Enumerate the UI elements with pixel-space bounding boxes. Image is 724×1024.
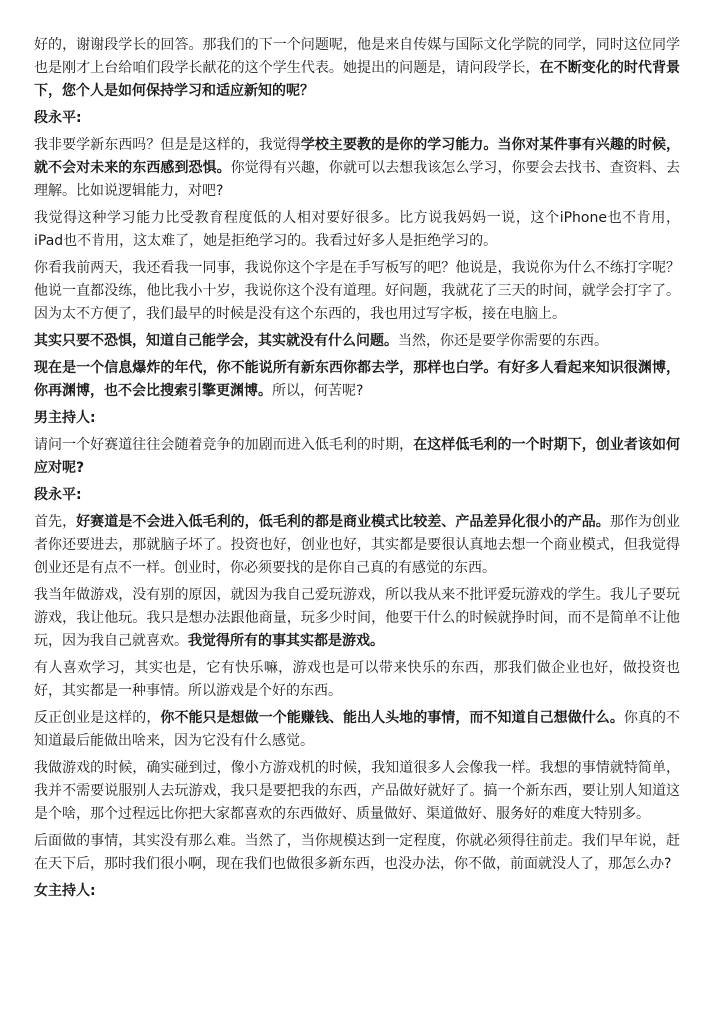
speaker-label (34, 107, 680, 130)
text-run: 段永平: (34, 110, 82, 126)
text-run: 你觉得有兴趣，你就可以去想我该怎么学习，你要会去找书、查资料、去理解。比如说逻辑能力，对吧? (34, 160, 681, 199)
text-run: 所以，何苦呢? (272, 383, 364, 399)
text-run: 我觉得这种学习能力比受教育程度低的人相对要好很多。比方说我妈妈一说，这个iPhone也不肯用，iPad也不肯用，这太难了，她是拒绝学习的。我看过好多人是拒绝学习的。 (34, 210, 680, 249)
text-run: 请问一个好赛道往往会随着竞争的加剧而进入低毛利的时期， (34, 437, 414, 453)
paragraph (34, 207, 680, 253)
emphasized-text: 我觉得所有的事其实都是游戏。 (188, 633, 384, 649)
emphasized-text: 在这样低毛利的一个时期下，创业者该如何应对呢? (34, 437, 681, 476)
text-run: 我当年做游戏，没有别的原因，就因为我自己爱玩游戏，所以我从来不批评爱玩游戏的学生。我儿子要玩游戏，我让他玩。我只是想办法跟他商量，玩多少时间，他要干什么的时候就挣时间，而不是简单不让他玩，因为我自己就喜欢。 (34, 587, 680, 649)
emphasized-text: 学校主要教的是你的学习能力。当你对某件事有兴趣的时候，就不会对未来的东西感到恐惧。 (34, 137, 680, 176)
emphasized-text: 你不能只是想做一个能赚钱、能出人头地的事情，而不知道自己想做什么。 (160, 710, 624, 726)
emphasized-text: 好赛道是不会进入低毛利的，低毛利的都是商业模式比较差、产品差异化很小的产品。 (76, 514, 610, 530)
paragraph (34, 434, 680, 480)
speaker-label (34, 407, 680, 430)
emphasized-text: 在不断变化的时代背景下，您个人是如何保持学习和适应新知的呢？ (34, 60, 681, 99)
paragraph (34, 257, 680, 326)
paragraph (34, 830, 680, 876)
speaker-label (34, 880, 680, 903)
text-run: 后面做的事情，其实没有那么难。当然了，当你规模达到一定程度，你就必须得往前走。我们早年说，赶在天下后，那时我们很小啊，现在我们也做很多新东西，也没办法，你不做，前面就没人了，那怎么办? (34, 833, 680, 872)
text-run: 好的，谢谢段学长的回答。那我们的下一个问题呢，他是来自传媒与国际文化学院的同学，同时这位同学也是刚才上台给咱们段学长献花的这个学生代表。她提出的问题是，请问段学长， (34, 37, 680, 76)
paragraph (34, 34, 680, 103)
emphasized-text: 现在是一个信息爆炸的年代，你不能说所有新东西你都去学，那样也白学。有好多人看起来知识很渊博，你再渊博，也不会比搜索引擎更渊博。 (34, 360, 680, 399)
text-run: 男主持人: (34, 410, 96, 426)
text-run: 当然，你还是要学你需要的东西。 (398, 333, 608, 349)
text-run: 那作为创业者你还要进去，那就脑子坏了。投资也好，创业也好，其实都是要很认真地去想一个商业模式，但我觉得创业还是有点不一样。创业时，你必须要找的是你自己真的有感觉的东西。 (34, 514, 681, 576)
text-run: 段永平: (34, 487, 82, 503)
paragraph (34, 707, 680, 753)
paragraph (34, 757, 680, 826)
paragraph (34, 357, 680, 403)
text-run: 你真的不知道最后能做出啥来，因为它没有什么感觉。 (34, 710, 681, 749)
text-run: 有人喜欢学习，其实也是，它有快乐嘛，游戏也是可以带来快乐的东西，那我们做企业也好，做投资也好，其实都是一种事情。所以游戏是个好的东西。 (34, 660, 680, 699)
paragraph (34, 511, 680, 580)
paragraph (34, 657, 680, 703)
text-run: 首先， (34, 514, 77, 530)
paragraph (34, 134, 680, 203)
text-run: 反正创业是这样的， (34, 710, 161, 726)
text-run: 你看我前两天，我还看我一同事，我说你这个字是在手写板写的吧？他说是，我说你为什么不练打字呢？他说一直都没练，他比我小十岁，我说你这个没有道理。好问题，我就花了三天的时间，就学会打字了。因为太不方便了，我们最早的时候是没有这个东西的，我也用过写字板，接在电脑上。 (34, 260, 680, 322)
speaker-label (34, 484, 680, 507)
text-run: 女主持人: (34, 883, 96, 899)
document-body (34, 34, 680, 903)
paragraph (34, 584, 680, 653)
text-run: 我做游戏的时候，确实碰到过，像小方游戏机的时候，我知道很多人会像我一样。我想的事情就特简单，我并不需要说服别人去玩游戏，我只是要把我的东西，产品做好就好了。搞一个新东西，要让别人知道这是个啥，那个过程远比你把大家都喜欢的东西做好、质量做好、渠道做好、服务好的难度大特别多。 (34, 760, 680, 822)
emphasized-text: 其实只要不恐惧，知道自己能学会，其实就没有什么问题。 (34, 333, 398, 349)
paragraph (34, 330, 680, 353)
text-run: 我非要学新东西吗？但是是这样的，我觉得 (34, 137, 301, 153)
